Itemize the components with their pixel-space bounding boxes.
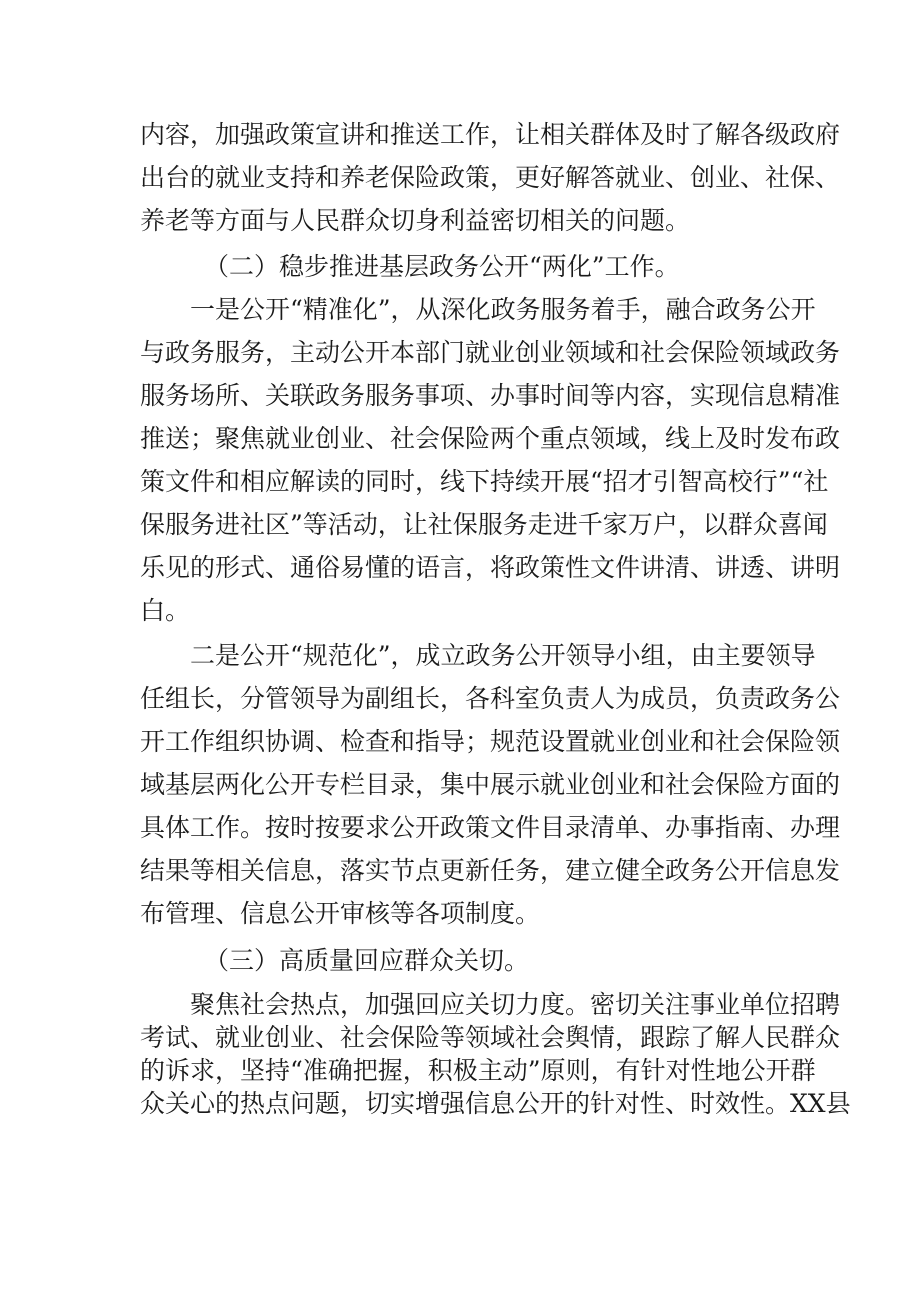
text-line: 推送；聚焦就业创业、社会保险两个重点领域，线上及时发布政 — [140, 424, 841, 453]
text-line: 域基层两化公开专栏目录，集中展示就业创业和社会保险方面的 — [140, 770, 841, 799]
text-line: 结果等相关信息，落实节点更新任务，建立健全政务公开信息发 — [140, 856, 841, 885]
text-line: 保服务进社区”等活动，让社保服务走进千家万户，以群众喜闻 — [140, 510, 828, 539]
text-line: 策文件和相应解读的同时，线下持续开展“招才引智高校行”“社 — [140, 467, 829, 496]
text-line: 布管理、信息公开审核等各项制度。 — [140, 899, 541, 928]
text-line: 与政务服务，主动公开本部门就业创业领域和社会保险领域政务 — [140, 338, 841, 367]
text-line: 任组长，分管领导为副组长，各科室负责人为成员，负责政务公 — [140, 684, 841, 713]
text-line: 内容，加强政策宣讲和推送工作，让相关群体及时了解各级政府 — [140, 120, 841, 149]
section-heading-3: （三）高质量回应群众关切。 — [204, 946, 530, 975]
text-line: 的诉求，坚持“准确把握，积极主动”原则，有针对性地公开群 — [140, 1056, 816, 1085]
text-line: 二是公开“规范化”，成立政务公开领导小组，由主要领导 — [190, 641, 816, 670]
text-line: 一是公开“精准化”，从深化政务服务着手，融合政务公开 — [190, 295, 816, 324]
text-line: 具体工作。按时按要求公开政策文件目录清单、办事指南、办理 — [140, 813, 841, 842]
text-line: 服务场所、关联政务服务事项、办事时间等内容，实现信息精准 — [140, 381, 841, 410]
text-line: 出台的就业支持和养老保险政策，更好解答就业、创业、社保、 — [140, 163, 841, 192]
text-line: 养老等方面与人民群众切身利益密切相关的问题。 — [140, 206, 691, 235]
section-heading-2: （二）稳步推进基层政务公开“两化”工作。 — [204, 252, 680, 281]
text-line: 考试、就业创业、社会保险等领域社会舆情，跟踪了解人民群众 — [140, 1023, 841, 1052]
text-line: 白。 — [140, 596, 191, 625]
text-line: 众关心的热点问题，切实增强信息公开的针对性、时效性。XX县 — [140, 1089, 851, 1118]
text-line: 聚焦社会热点，加强回应关切力度。密切关注事业单位招聘 — [190, 990, 841, 1019]
text-line: 开工作组织协调、检查和指导；规范设置就业创业和社会保险领 — [140, 727, 841, 756]
text-line: 乐见的形式、通俗易懂的语言，将政策性文件讲清、讲透、讲明 — [140, 553, 841, 582]
